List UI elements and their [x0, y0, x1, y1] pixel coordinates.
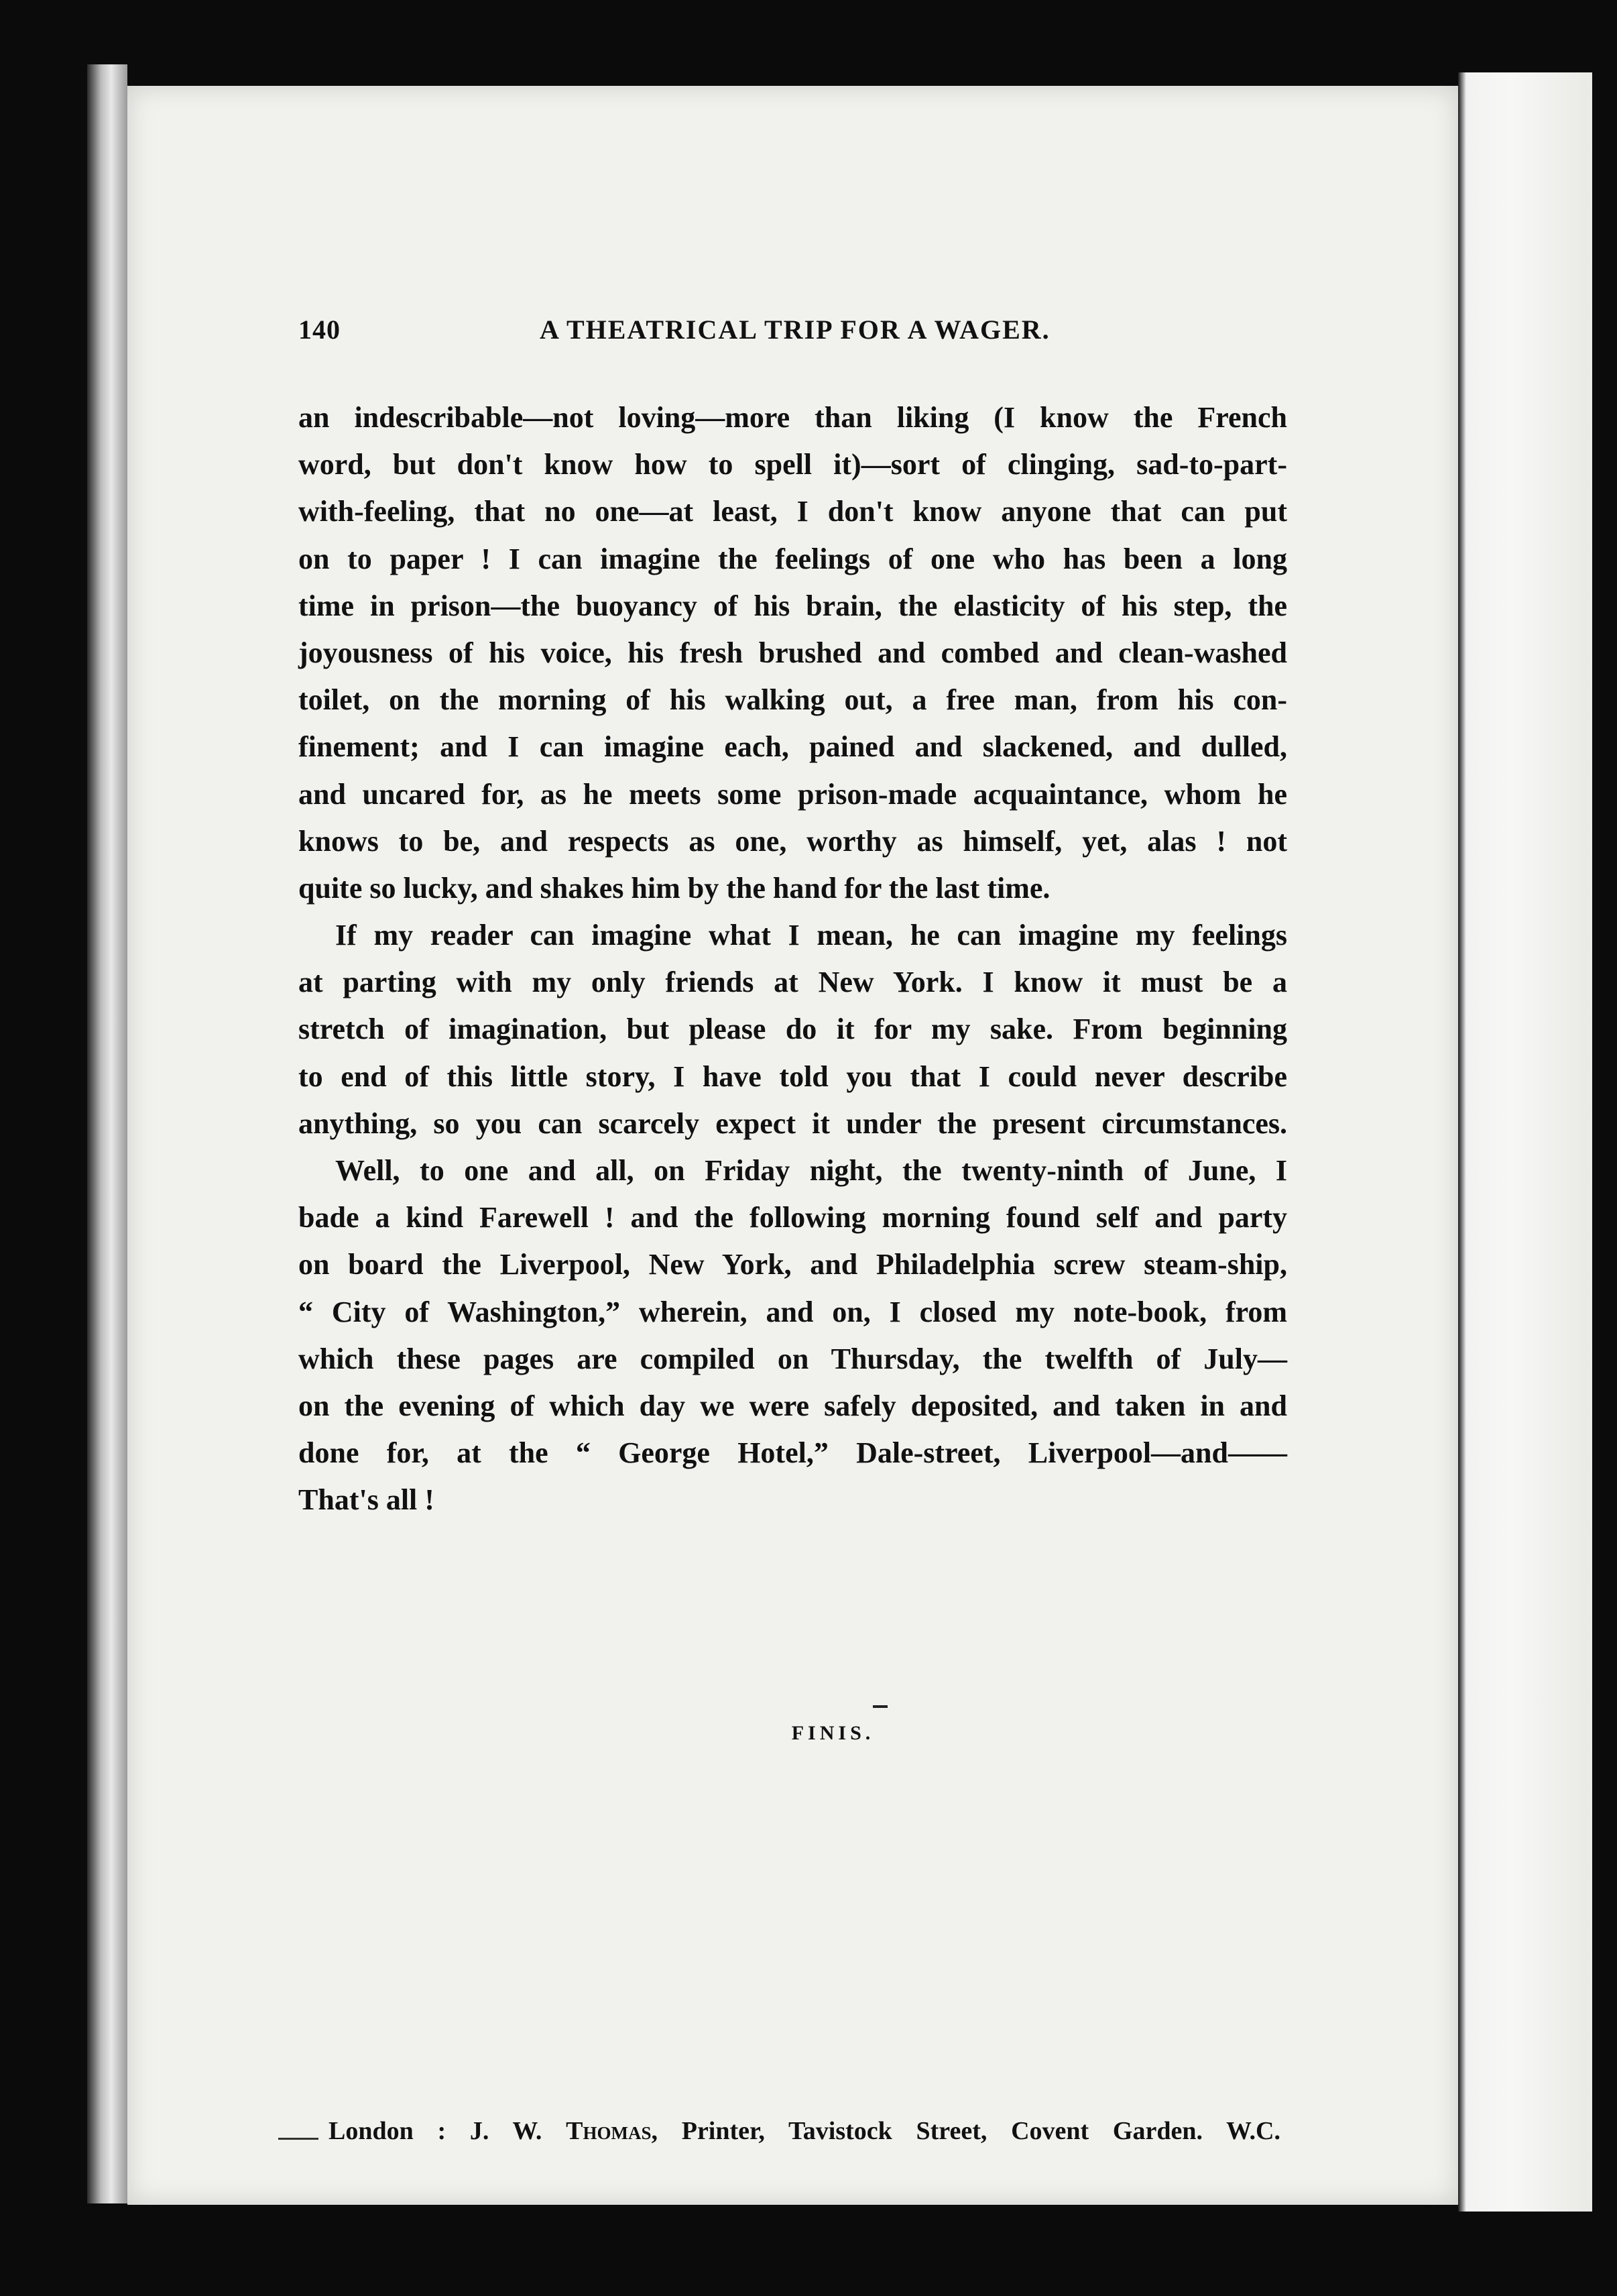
text-line: time in prison—the buoyancy of his brain, the elasticity of his step, the	[298, 589, 1287, 622]
body-text	[298, 394, 1287, 1524]
text-line: stretch of imagination, but please do it for my sake. From beginning	[298, 1013, 1287, 1046]
imprint-rule	[278, 2138, 318, 2140]
running-head	[298, 314, 1287, 354]
text-line: on the evening of which day we were safely deposited, and taken in and	[298, 1389, 1287, 1422]
text-line: “ City of Washington,” wherein, and on, I closed my note-book, from	[298, 1295, 1287, 1328]
text-line: to end of this little story, I have told you that I could never describe	[298, 1059, 1287, 1093]
text-line: If my reader can imagine what I mean, he can imagine my feelings	[335, 919, 1287, 952]
text-line: on board the Liverpool, New York, and Philadelphia screw steam-ship,	[298, 1248, 1287, 1281]
text-line: Well, to one and all, on Friday night, the twenty-ninth of June, I	[335, 1154, 1287, 1187]
finis-rule	[873, 1705, 888, 1708]
text-line: That's all !	[298, 1483, 434, 1517]
text-line: and uncared for, as he meets some prison-made acquaintance, whom he	[298, 777, 1287, 811]
page-number: 140	[298, 314, 341, 345]
text-line: bade a kind Farewell ! and the following morning found self and party	[298, 1201, 1287, 1235]
book-spine-edge	[87, 64, 127, 2203]
adjacent-page-edge	[1458, 72, 1592, 2212]
text-line: with-feeling, that no one—at least, I don't know anyone that can put	[298, 495, 1287, 528]
text-line: joyousness of his voice, his fresh brushed and combed and clean-washed	[298, 636, 1287, 669]
text-line: finement; and I can imagine each, pained and slackened, and dulled,	[298, 730, 1287, 764]
text-line: on to paper ! I can imagine the feelings of one who has been a long	[298, 542, 1287, 575]
text-line: at parting with my only friends at New York. I know it must be a	[298, 966, 1287, 999]
text-line: toilet, on the morning of his walking out, a free man, from his con-	[298, 683, 1287, 717]
finis-heading: FINIS.	[791, 1722, 875, 1744]
imprint-printer-name: Thomas	[566, 2117, 652, 2145]
text-line: an indescribable—not loving—more than liking (I know the French	[298, 401, 1287, 434]
text-line: quite so lucky, and shakes him by the hand for the last time.	[298, 871, 1051, 905]
text-line: word, but don't know how to spell it)—sort of clinging, sad-to-part-	[298, 448, 1287, 481]
imprint-suffix: , Printer, Tavistock Street, Covent Garden. W.C.	[651, 2117, 1280, 2145]
text-line: anything, so you can scarcely expect it under the present circumstances.	[298, 1106, 1287, 1140]
book-page	[127, 86, 1458, 2205]
imprint-prefix: London : J. W.	[328, 2117, 566, 2145]
printer-imprint	[328, 2116, 1280, 2146]
text-line: knows to be, and respects as one, worthy as himself, yet, alas ! not	[298, 824, 1287, 858]
running-title: A THEATRICAL TRIP FOR A WAGER.	[540, 314, 1051, 345]
text-line: done for, at the “ George Hotel,” Dale-street, Liverpool—and——	[298, 1436, 1287, 1470]
text-line: which these pages are compiled on Thursday, the twelfth of July—	[298, 1342, 1287, 1375]
